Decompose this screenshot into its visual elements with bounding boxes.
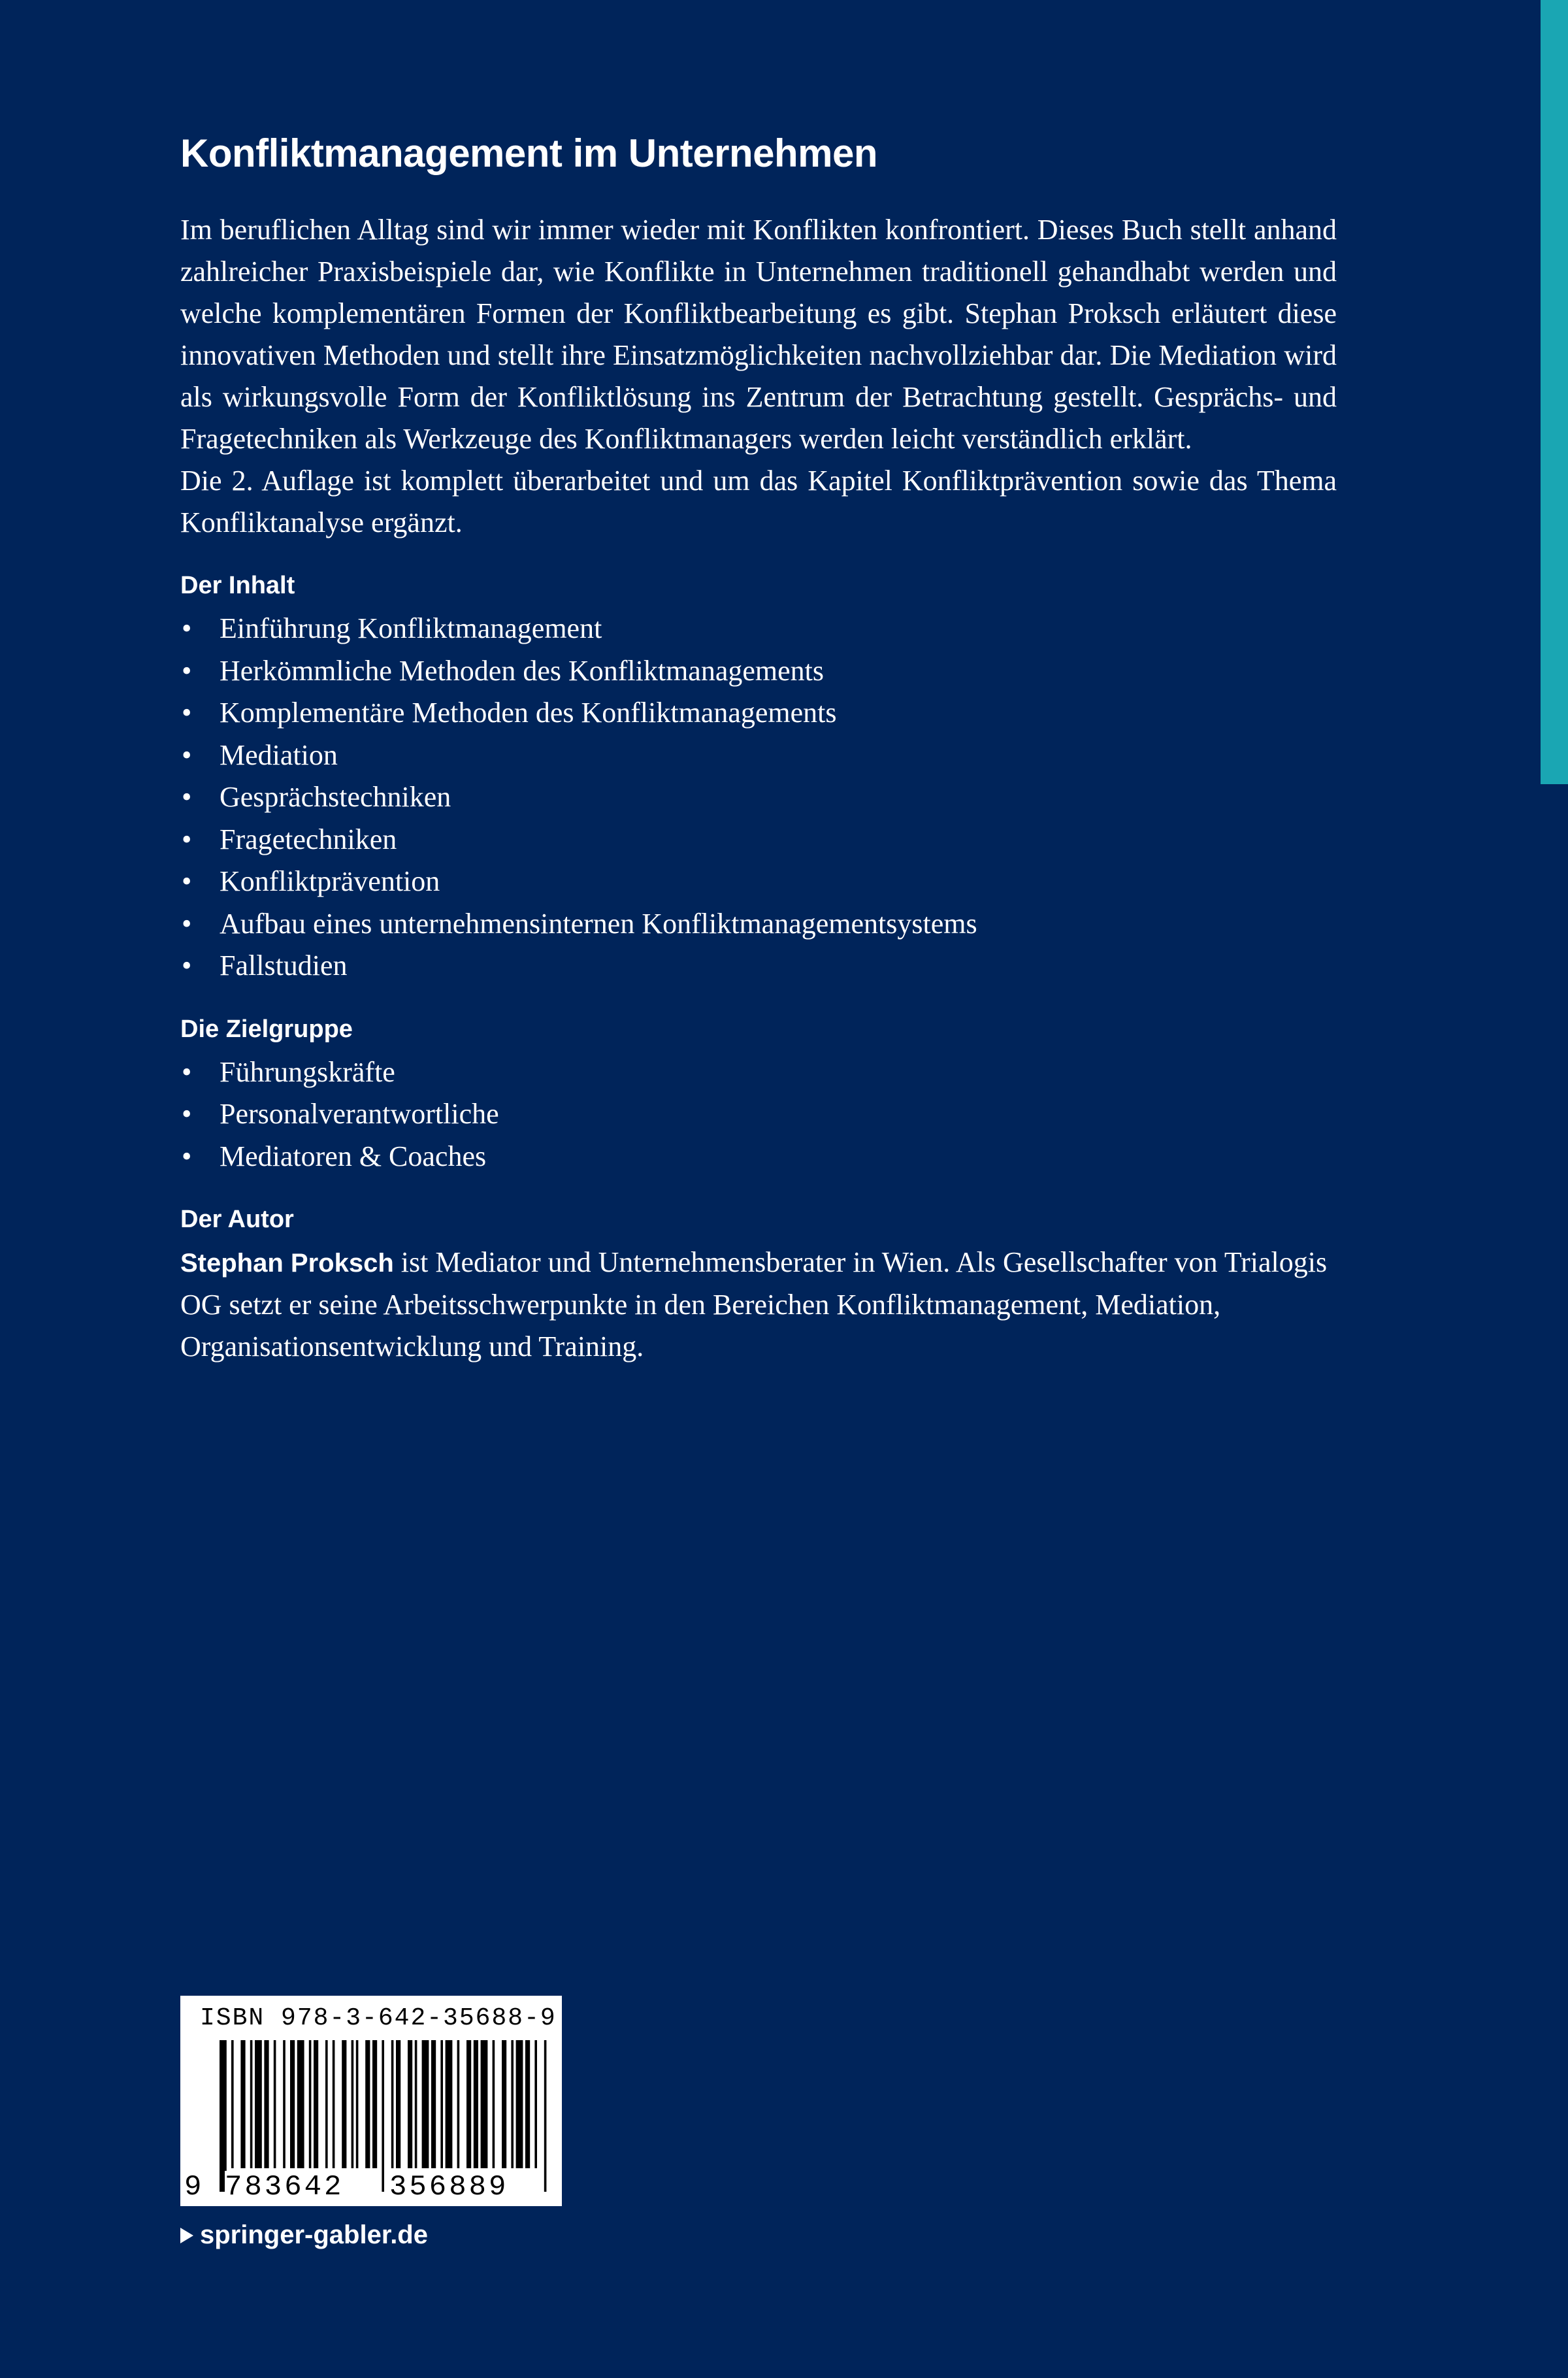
barcode-bar [283,2040,286,2168]
barcode-bar [396,2040,400,2168]
bullet-icon: • [182,697,192,729]
bullet-icon: • [182,781,192,813]
barcode-bar [342,2040,346,2168]
barcode-bar [511,2040,514,2168]
barcode-bar [516,2040,523,2168]
barcode-bar [457,2040,460,2168]
barcode-bar [325,2040,328,2168]
blurb-paragraph-2: Die 2. Auflage ist komplett überarbeitet und um das Kapitel Konfliktprävention sowie das Thema Konfliktanalyse ergänzt. [180,465,1337,538]
publisher-url: springer-gabler.de [200,2221,428,2249]
barcode-bar [240,2040,245,2168]
book-blurb [180,209,1337,544]
barcode-bar [250,2040,253,2168]
back-cover-content [180,124,1337,1368]
barcode-bar [382,2040,384,2192]
list-item: • Mediatoren & Coaches [180,1136,1337,1178]
inhalt-list [180,608,1337,987]
barcode-bar [365,2040,370,2168]
barcode-bar [502,2040,506,2168]
bullet-icon: • [182,865,192,897]
publisher-link[interactable] [180,2215,428,2254]
bullet-icon: • [182,950,192,982]
zielgruppe-heading: Die Zielgruppe [180,1015,353,1043]
list-item: • Führungskräfte [180,1051,1337,1094]
barcode-bar [474,2040,478,2168]
bullet-icon: • [182,1098,192,1130]
isbn-label: ISBN 978-3-642-35688-9 [200,2004,557,2032]
list-item: • Mediation [180,735,1337,777]
list-item: • Fragetechniken [180,819,1337,861]
list-item: • Personalverantwortliche [180,1093,1337,1136]
bullet-icon: • [182,612,192,644]
bullet-icon: • [182,738,192,771]
barcode-bar [391,2040,394,2168]
list-item: • Herkömmliche Methoden des Konfliktmanagements [180,650,1337,693]
barcode-bar [481,2040,488,2168]
barcode-bar [231,2040,234,2168]
bullet-icon: • [182,907,192,940]
isbn-barcode [180,1996,562,2206]
barcode-bar [525,2040,530,2168]
barcode-bar [297,2040,304,2168]
list-item: • Aufbau eines unternehmensinternen Konfliktmanagementsystems [180,903,1337,946]
barcode-digits-left: 783642 [225,2171,344,2204]
barcode-bar [290,2040,295,2168]
barcode-bar [493,2040,495,2168]
bullet-icon: • [182,654,192,687]
barcode-bar [356,2040,359,2168]
inhalt-heading: Der Inhalt [180,572,295,599]
bullet-icon: • [182,1055,192,1088]
barcode-bar [372,2040,377,2168]
zielgruppe-list [180,1051,1337,1178]
arrow-right-icon [180,2228,193,2243]
autor-heading: Der Autor [180,1206,294,1233]
barcode-bar [544,2040,547,2192]
barcode-bar [431,2040,436,2168]
barcode-bar [255,2040,262,2168]
list-item: • Gesprächstechniken [180,776,1337,819]
barcode-digits-right: 356889 [389,2171,509,2204]
author-bio-text: ist Mediator und Unternehmensberater in Wien. Als Gesellschafter von Trialogis OG setzt er seine Arbeitsschwerpunkte in den Bereichen Konfliktmanagement, Mediation, Organisationsentwicklung und Training. [180,1246,1328,1362]
bullet-icon: • [182,1140,192,1172]
list-item: • Einführung Konfliktmanagement [180,608,1337,650]
barcode-bar [466,2040,471,2168]
list-item: • Komplementäre Methoden des Konfliktmanagements [180,692,1337,735]
barcode-bar [446,2040,453,2168]
barcode-bar [534,2040,537,2168]
barcode-bar [351,2040,354,2168]
barcode-bar [408,2040,412,2168]
bullet-icon: • [182,823,192,855]
barcode-bar [415,2040,417,2168]
barcode-bar [274,2040,276,2168]
list-item: • Fallstudien [180,945,1337,987]
author-name: Stephan Proksch [180,1249,394,1278]
blurb-paragraph-1: Im beruflichen Alltag sind wir immer wieder mit Konflikten konfrontiert. Dieses Buch stellt anhand zahlreicher Praxisbeispiele dar, wie Konflikte in Unternehmen traditionell gehandhabt werden und welche komplementären Formen der Konfliktbearbeitung es gibt. Stephan Proksch erläutert diese innovativen Methoden und stellt ihre Einsatzmöglichkeiten nachvollziehbar dar. Die Mediation wird als wirkungsvolle Form der Konfliktlösung ins Zentrum der Betrachtung gestellt. Gesprächs- und Fragetechniken als Werkzeuge des Konfliktmanagers werden leicht verständlich erklärt. [180,214,1337,455]
barcode-bar [333,2040,335,2168]
book-title: Konfliktmanagement im Unternehmen [180,131,877,175]
barcode-bar [309,2040,312,2168]
barcode-bar [422,2040,429,2168]
barcode-bar [440,2040,443,2168]
list-item: • Konfliktprävention [180,861,1337,903]
barcode-bar [220,2040,227,2192]
barcode-bar [264,2040,269,2168]
barcode-first-digit: 9 [184,2171,204,2204]
author-bio [180,1242,1337,1368]
barcode-bar [314,2040,318,2168]
spine-accent-bar [1541,0,1568,784]
